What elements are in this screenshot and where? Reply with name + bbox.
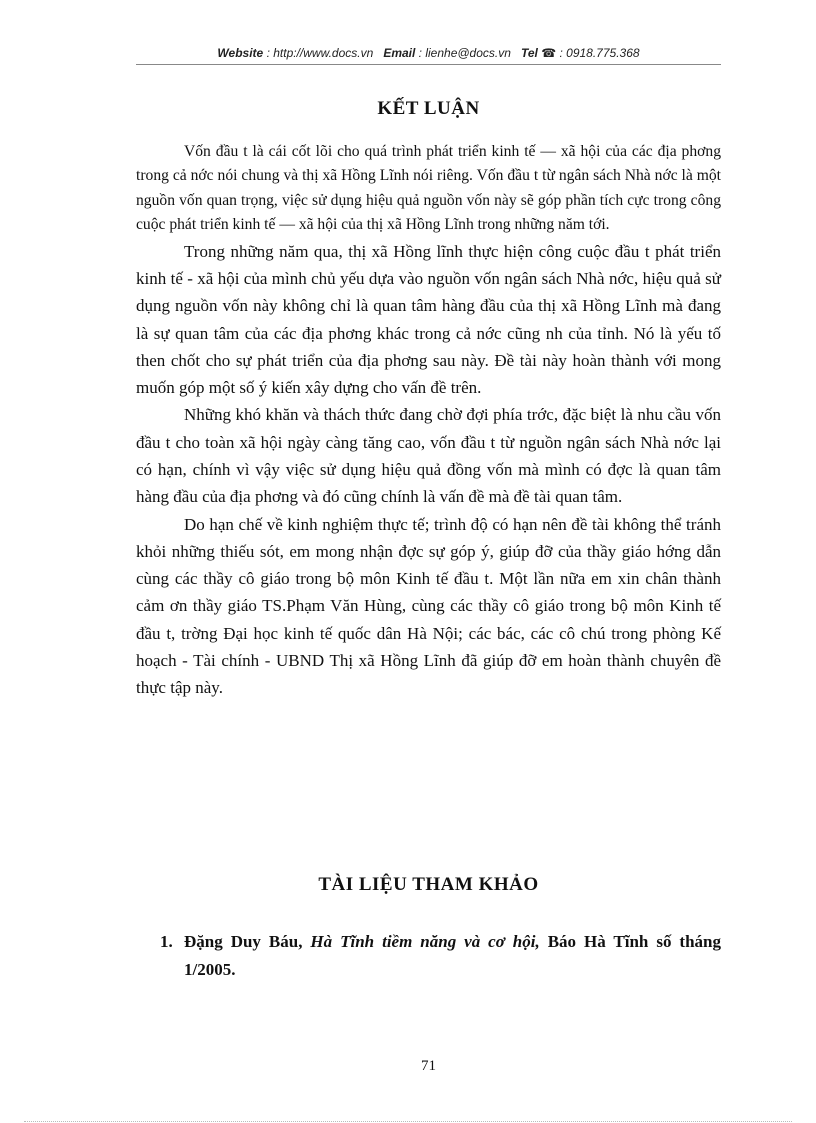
references-title: TÀI LIỆU THAM KHẢO bbox=[318, 874, 539, 895]
reference-item bbox=[136, 928, 721, 984]
reference-number: 1. bbox=[160, 932, 173, 951]
tel-value: : 0918.775.368 bbox=[559, 46, 640, 60]
paragraph: Trong những năm qua, thị xã Hồng lĩnh thực hiện công cuộc đầu t phát triển kinh tế - xã hội của mình chủ yếu dựa vào nguồn vốn ngân sách Nhà nớc, hiệu quả sử dụng nguồn vốn này không chỉ là quan tâm hàng đầu của thị xã Hồng Lĩnh mà đang là sự quan tâm của các địa phơng khác trong cả nớc cũng nh của tỉnh. Nó là yếu tố then chốt cho sự phát triển của địa phơng sau này. Đề tài này hoàn thành với mong muốn góp một số ý kiến xây dựng cho vấn đề trên. bbox=[136, 241, 721, 398]
page-number: 71 bbox=[421, 1058, 436, 1074]
footer-divider bbox=[24, 1121, 792, 1122]
reference-work: Hà Tĩnh tiềm năng và cơ hội, bbox=[310, 932, 540, 951]
conclusion-title: KẾT LUẬN bbox=[377, 98, 480, 119]
paragraph: Vốn đầu t là cái cốt lõi cho quá trình phát triển kinh tế — xã hội của các địa phơng trong cả nớc nói chung và thị xã Hồng Lĩnh nói riêng. Vốn đầu t từ ngân sách Nhà nớc là một nguồn vốn quan trọng, việc sử dụng hiệu quả nguồn vốn này sẽ góp phần tích cực trong công cuộc phát triển kinh tế — xã hội của thị xã Hồng Lĩnh trong những năm tới. bbox=[136, 143, 721, 234]
references-list bbox=[136, 928, 721, 984]
conclusion-body bbox=[136, 140, 721, 702]
header-divider bbox=[136, 64, 721, 65]
email-label: Email bbox=[383, 46, 416, 60]
website-value: : http://www.docs.vn bbox=[266, 46, 374, 60]
website-label: Website bbox=[217, 46, 264, 60]
phone-icon: ☎ bbox=[541, 46, 557, 60]
page-header bbox=[136, 46, 721, 60]
paragraph: Những khó khăn và thách thức đang chờ đợi phía trớc, đặc biệt là nhu cầu vốn đầu t cho toàn xã hội ngày càng tăng cao, vốn đầu t từ nguồn ngân sách Nhà nớc lại có hạn, chính vì vậy việc sử dụng hiệu quả đồng vốn mà mình có đợc là quan tâm hàng đầu của địa phơng và đó cũng chính là vấn đề mà đề tài quan tâm. bbox=[136, 405, 721, 507]
paragraph: Do hạn chế về kinh nghiệm thực tế; trình độ có hạn nên đề tài không thể tránh khỏi những thiếu sót, em mong nhận đợc sự góp ý, giúp đỡ của thầy giáo hớng dẫn cùng các thầy cô giáo trong bộ môn Kinh tế đầu t. Một lần nữa em xin chân thành cảm ơn thầy giáo TS.Phạm Văn Hùng, cùng các thầy cô giáo trong bộ môn Kinh tế đầu t, trờng Đại học kinh tế quốc dân Hà Nội; các bác, các cô chú trong phòng Kế hoạch - Tài chính - UBND Thị xã Hồng Lĩnh đã giúp đỡ em hoàn thành chuyên đề thực tập này. bbox=[136, 514, 721, 698]
email-value: : lienhe@docs.vn bbox=[418, 46, 511, 60]
reference-source: Báo Hà Tĩnh số tháng 1/2005. bbox=[184, 932, 721, 979]
reference-author: Đặng Duy Báu, bbox=[184, 932, 311, 951]
tel-label: Tel bbox=[520, 46, 538, 60]
